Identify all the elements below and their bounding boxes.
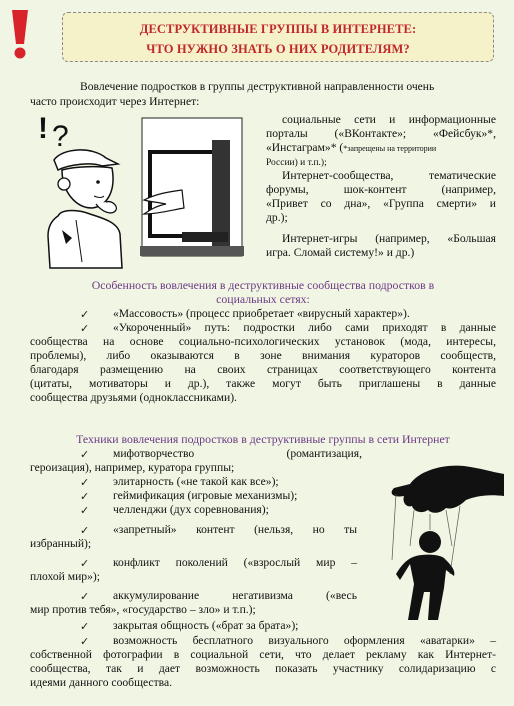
channel-2-line-4: др.); — [266, 211, 288, 224]
channel-3-line-2: игра. Сломай систему!» и др.) — [266, 246, 415, 259]
channel-2-line-1: Интернет-сообщества, тематические — [282, 169, 496, 182]
section-1-item-2-line-1: «Укороченный» путь: подростки либо сами приходят в данные — [113, 321, 496, 334]
exclamation-icon — [8, 8, 32, 60]
section-1-item-2-line-5: (цитаты, мотиваторы и др.), также могут быть приглашены в данные — [30, 377, 496, 390]
section-1-item-2-line-4: благодаря размещению на своих страницах соответствующего контента — [30, 363, 496, 376]
section-2-item-1-line-1: мифотворчество (романтизация, — [113, 447, 362, 460]
check-icon: ✓ — [80, 524, 90, 537]
title-banner — [62, 12, 494, 62]
section-2-item-7-line-1: аккумулирование негативизма («весь — [113, 589, 357, 602]
section-2-item-8: закрытая общность («брат за брата»); — [113, 619, 299, 632]
section-2-item-9-line-1: возможность бесплатного визуального оформления «аватарки» – — [113, 634, 496, 647]
section-2-item-9-line-3: сообщества, так и дает возможность показать участнику солидаризацию с — [30, 662, 496, 675]
title-line-1: ДЕСТРУКТИВНЫЕ ГРУППЫ В ИНТЕРНЕТЕ: — [139, 22, 417, 36]
check-icon: ✓ — [80, 504, 90, 517]
check-icon: ✓ — [80, 322, 90, 335]
svg-text:?: ? — [52, 120, 69, 153]
section-1-item-2-line-2: сообщества на основе социально-психологических установок (мода, интересы, — [30, 335, 496, 348]
title-line-2: ЧТО НУЖНО ЗНАТЬ О НИХ РОДИТЕЛЯМ? — [146, 42, 410, 56]
section-2-item-1-line-2: героизация), например, куратора группы; — [30, 461, 235, 474]
check-icon: ✓ — [80, 490, 90, 503]
channel-2-line-2: форумы, шок-контент (например, — [266, 183, 496, 196]
section-2-item-2: элитарность («не такой как все»); — [113, 475, 279, 488]
check-icon: ✓ — [80, 476, 90, 489]
puppet-hand-illustration — [380, 460, 506, 630]
channel-1-line-1: социальные сети и информационные — [282, 113, 496, 126]
section-2-item-3: геймификация (игровые механизмы); — [113, 489, 298, 502]
svg-text:!: ! — [38, 112, 48, 145]
check-icon: ✓ — [80, 448, 90, 461]
check-icon: ✓ — [80, 308, 90, 321]
check-icon: ✓ — [80, 635, 90, 648]
section-2-item-6-line-1: конфликт поколений («взрослый мир – — [113, 556, 357, 569]
section-1-item-2-line-6: сообщества друзьями (одноклассниками). — [30, 391, 237, 404]
boy-at-computer-illustration — [32, 112, 250, 270]
check-icon: ✓ — [80, 620, 90, 633]
channel-1-footnote: *запрещены на территории — [343, 144, 437, 153]
section-2-item-9-line-4: идеями данного сообщества. — [30, 676, 173, 689]
intro-line-2: часто происходит через Интернет: — [30, 95, 200, 108]
check-icon: ✓ — [80, 590, 90, 603]
section-2-item-7-line-2: мир против тебя», «государство – зло» и т.п.); — [30, 603, 256, 616]
section-1-heading-line-1: Особенность вовлечения в деструктивные сообщества подростков в — [91, 278, 435, 292]
channel-2-line-3: «Привет со дна», «Группа смерти» и — [266, 197, 496, 210]
check-icon: ✓ — [80, 557, 90, 570]
channel-3-line-1: Интернет-игры (например, «Большая — [282, 232, 496, 245]
section-1-heading-line-2: социальных сетях: — [216, 292, 310, 306]
section-1-item-1: «Массовость» (процесс приобретает «вирусный характер»). — [113, 307, 410, 320]
section-2-item-5-line-2: избранный); — [30, 537, 92, 550]
channel-1-line-3: «Инстаграм»* (*запрещены на территории — [266, 141, 437, 154]
section-2-heading: Техники вовлечения подростков в деструктивные группы в сети Интернет — [76, 432, 450, 446]
section-2-item-4: челленджи (дух соревнования); — [113, 503, 269, 516]
intro-line-1: Вовлечение подростков в группы деструктивной направленности очень — [80, 80, 435, 93]
section-2-item-9-line-2: собственной фотографии в социальной сети, что делает рекламу как Интернет- — [30, 648, 496, 661]
section-2-item-6-line-2: плохой мир»); — [30, 570, 100, 583]
channel-1-line-4: России) и т.п.); — [266, 158, 327, 168]
section-2-item-5-line-1: «запретный» контент (нельзя, но ты — [113, 523, 357, 536]
section-1-item-2-line-3: проблемы), либо оказываются в зоне внимания кураторов сообществ, — [30, 349, 496, 362]
channel-1-line-2: порталы («ВКонтакте»; «Фейсбук»*, — [266, 127, 496, 140]
